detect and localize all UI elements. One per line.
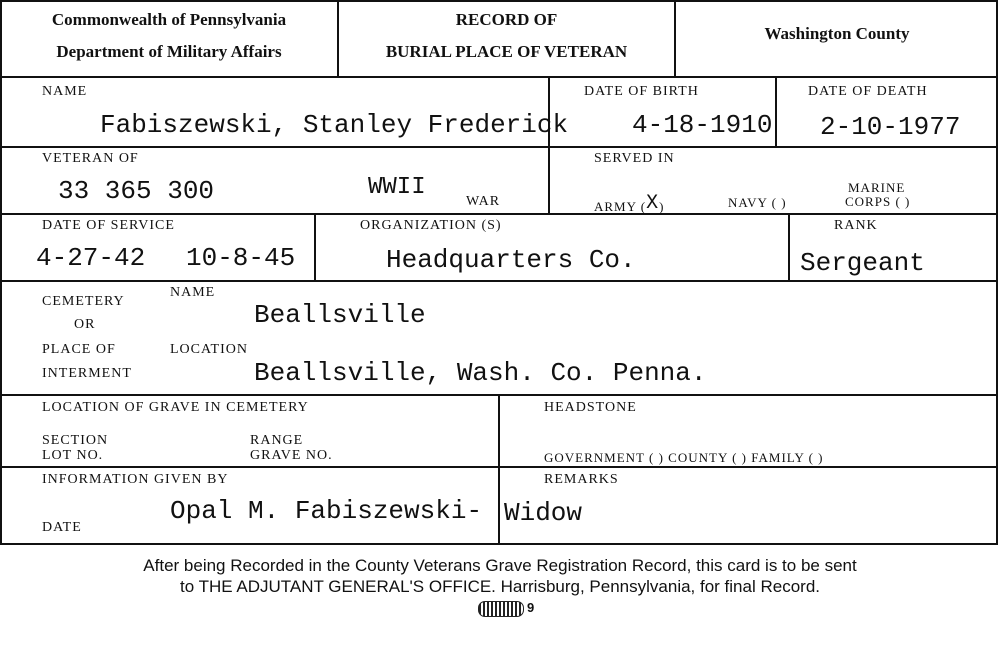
footer-instruction-line-2: to THE ADJUTANT GENERAL'S OFFICE. Harrisburg, Pennsylvania, for final Record. — [179, 577, 820, 596]
name-label: NAME — [42, 84, 88, 99]
war-label: WAR — [466, 194, 501, 209]
county-name: Washington County — [764, 24, 910, 43]
corps-label: CORPS ( ) — [845, 194, 911, 209]
location-value: Beallsville, Wash. Co. Penna. — [254, 358, 707, 388]
army-close: ) — [659, 199, 665, 214]
top-border — [2, 0, 998, 2]
or-label: OR — [74, 317, 96, 332]
location-label: LOCATION — [170, 342, 248, 357]
informant-name: Opal M. Fabiszewski- — [170, 496, 483, 526]
section-label: SECTION — [42, 433, 109, 448]
printer-number: 9 — [527, 600, 535, 615]
form-title-line-2: BURIAL PLACE OF VETERAN — [385, 42, 628, 61]
headstone-options: GOVERNMENT ( ) COUNTY ( ) FAMILY ( ) — [544, 450, 824, 465]
row3-bottom-line — [0, 280, 998, 282]
row6-divider — [498, 467, 500, 544]
date-label: DATE — [42, 520, 82, 535]
served-in-label: SERVED IN — [594, 151, 675, 166]
cemetery-name-value: Beallsville — [254, 300, 426, 330]
service-end-date: 10-8-45 — [186, 243, 296, 273]
rank-value: Sergeant — [800, 248, 925, 278]
header-bottom-line — [0, 76, 998, 78]
date-of-birth-value: 4-18-1910 — [632, 110, 773, 140]
row2-bottom-line — [0, 213, 998, 215]
organization-value: Headquarters Co. — [386, 245, 636, 275]
remarks-label: REMARKS — [544, 472, 619, 487]
row3-divider-1 — [314, 214, 316, 281]
left-border — [0, 0, 2, 545]
date-of-service-label: DATE OF SERVICE — [42, 218, 175, 233]
rank-label: RANK — [834, 218, 878, 233]
row3-divider-2 — [788, 214, 790, 281]
army-label — [594, 192, 665, 218]
information-given-by-label: INFORMATION GIVEN BY — [42, 472, 229, 487]
service-start-date: 4-27-42 — [36, 243, 146, 273]
veteran-of-label: VETERAN OF — [42, 151, 139, 166]
row5-divider — [498, 395, 500, 467]
army-check-mark: X — [646, 192, 660, 215]
place-of-label: PLACE OF — [42, 342, 116, 357]
interment-label: INTERMENT — [42, 366, 132, 381]
war-value: WWII — [368, 174, 426, 201]
date-of-death-value: 2-10-1977 — [820, 112, 961, 142]
range-label: RANGE — [250, 433, 304, 448]
row2-divider — [548, 147, 550, 214]
cemetery-label: CEMETERY — [42, 294, 125, 309]
grave-number-label: GRAVE NO. — [250, 448, 333, 463]
row1-bottom-line — [0, 146, 998, 148]
veteran-name: Fabiszewski, Stanley Frederick — [100, 110, 569, 140]
agency-line-1: Commonwealth of Pennsylvania — [51, 10, 287, 29]
printer-logo-icon — [478, 601, 524, 617]
headstone-label: HEADSTONE — [544, 400, 637, 415]
grave-location-label: LOCATION OF GRAVE IN CEMETERY — [42, 400, 309, 415]
marine-label: MARINE — [848, 180, 906, 195]
agency-line-2: Department of Military Affairs — [56, 42, 282, 61]
cemetery-name-label: NAME — [170, 285, 216, 300]
army-label-text: ARMY ( — [594, 199, 647, 214]
date-of-death-label: DATE OF DEATH — [808, 84, 928, 99]
serial-number: 33 365 300 — [58, 176, 215, 206]
remarks-value: Widow — [504, 498, 583, 528]
lot-number-label: LOT NO. — [42, 448, 104, 463]
footer-instruction-line-1: After being Recorded in the County Veterans Grave Registration Record, this card is to be sent — [143, 556, 857, 575]
navy-label: NAVY ( ) — [728, 195, 787, 210]
row1-divider-2 — [775, 77, 777, 147]
date-of-birth-label: DATE OF BIRTH — [584, 84, 699, 99]
form-title-line-1: RECORD OF — [455, 10, 558, 29]
right-border — [996, 0, 998, 545]
organization-label: ORGANIZATION (S) — [360, 218, 502, 233]
printer-mark — [478, 600, 534, 617]
